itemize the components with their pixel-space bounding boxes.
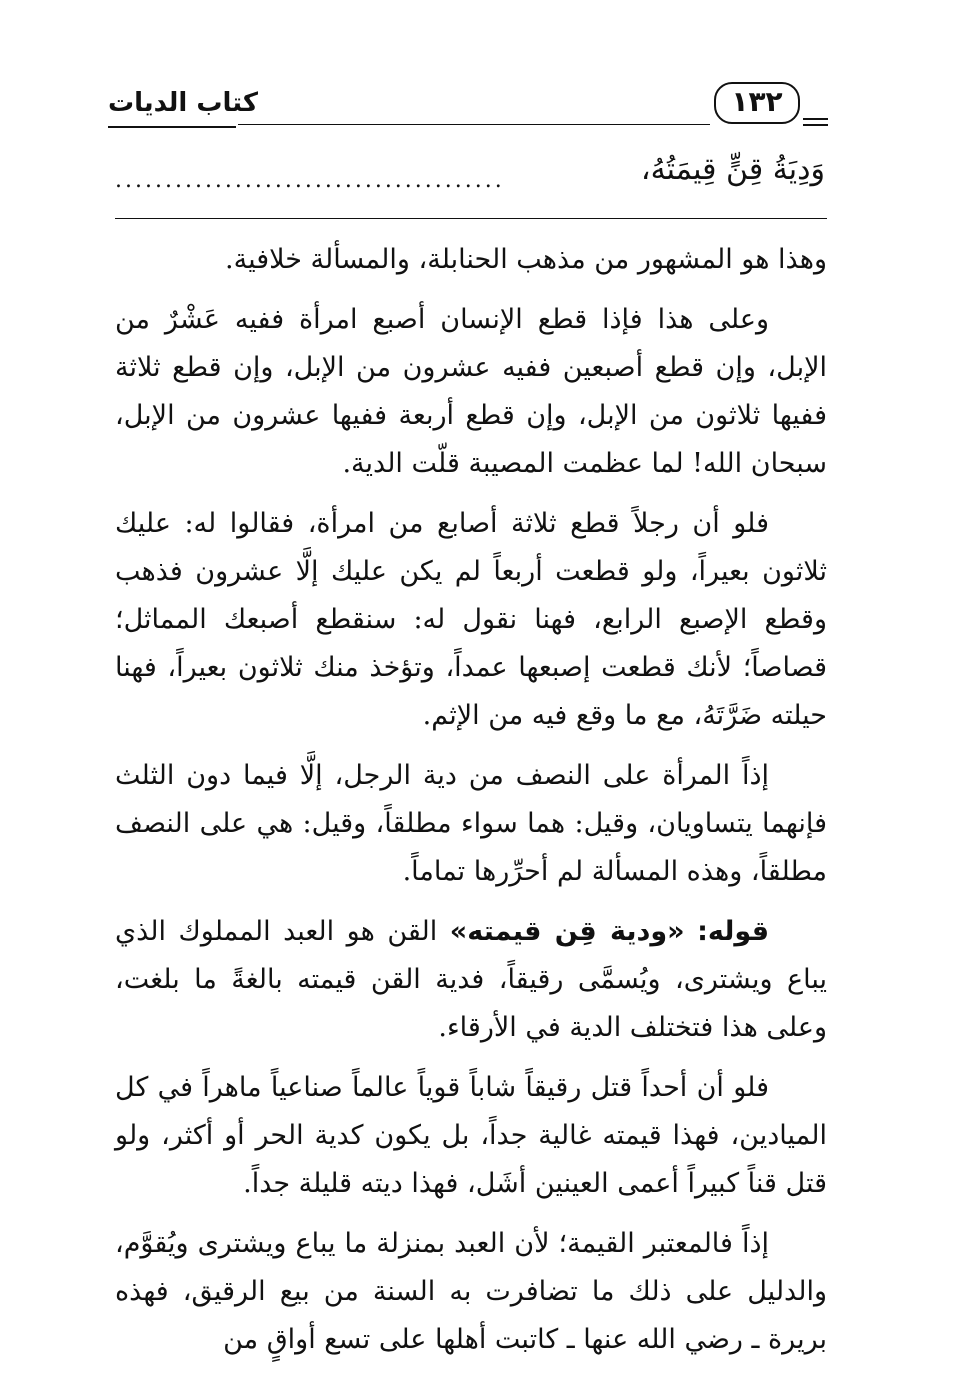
paragraph-text: وعلى هذا فإذا قطع الإنسان أصبع امرأة ففيه عَشْرٌ من الإبل، وإن قطع أصبعين ففيه عشرون من الإبل، وإن قطع ثلاثة ففيها ثلاثون من الإبل، وإن قطع أربعة ففيها عشرون من الإبل، سبحان الله! لما عظمت المصيبة قلّت الدية. bbox=[115, 304, 827, 479]
header-double-rule-bottom bbox=[803, 124, 828, 126]
paragraph bbox=[115, 908, 827, 1052]
matn-text: وَدِيَةُ قِنٍّ قِيمَتُهُ، bbox=[640, 152, 825, 187]
header-double-rule-top bbox=[803, 118, 828, 120]
header-rule bbox=[238, 124, 710, 125]
paragraph bbox=[115, 752, 827, 896]
matn-line bbox=[115, 152, 825, 200]
paragraph-text: إذاً فالمعتبر القيمة؛ لأن العبد بمنزلة ما يباع ويشترى ويُقوَّم، والدليل على ذلك ما تضافرت به السنة من بيع الرقيق، فهذه بريرة ـ رضي الله عنها ـ كاتبت أهلها على تسع أواقٍ من bbox=[115, 1228, 827, 1355]
paragraph-text: وهذا هو المشهور من مذهب الحنابلة، والمسألة خلافية. bbox=[225, 244, 827, 275]
paragraph bbox=[115, 500, 827, 740]
commentary-body bbox=[115, 236, 827, 1376]
paragraph-text: إذاً المرأة على النصف من دية الرجل، إلَّا فيما دون الثلث فإنهما يتساويان، وقيل: هما سواء مطلقاً، وقيل: هي على النصف مطلقاً، وهذه المسألة لم أحرِّرها تماماً. bbox=[115, 760, 827, 887]
quote-lead: قوله: bbox=[697, 916, 770, 947]
paragraph bbox=[115, 236, 827, 284]
paragraph-text: القن هو العبد المملوك الذي يباع ويشترى، ويُسمَّى رقيقاً، فدية القن قيمته بالغةً ما بلغت، وعلى هذا فتختلف الدية في الأرقاء. bbox=[115, 916, 827, 1043]
running-title-underline bbox=[108, 126, 236, 128]
matn-dots: ....................................... bbox=[115, 168, 505, 193]
paragraph-text: فلو أن أحداً قتل رقيقاً شاباً قوياً عالماً صناعياً ماهراً في كل الميادين، فهذا قيمته غالية جداً، بل يكون كدية الحر أو أكثر، ولو قتل قناً كبيراً أعمى العينين أشَل، فهذا ديته قليلة جداً. bbox=[115, 1072, 827, 1199]
page-header bbox=[108, 82, 828, 132]
running-title: كتاب الديات bbox=[108, 88, 259, 118]
paragraph-text: فلو أن رجلاً قطع ثلاثة أصابع من امرأة، فقالوا له: عليك ثلاثون بعيراً، ولو قطعت أربعاً لم يكن عليك إلَّا عشرون فذهب وقطع الإصبع الرابع، فهنا نقول له: سنقطع أصبعك المماثل؛ قصاصاً؛ لأنك قطعت إصبعها عمداً، وتؤخذ منك ثلاثون بعيراً، فهنا حيلته ضَرَّتَهُ، مع ما وقع فيه من الإثم. bbox=[115, 508, 827, 731]
paragraph bbox=[115, 1220, 827, 1364]
matn-divider bbox=[115, 218, 827, 219]
paragraph bbox=[115, 296, 827, 488]
page-number: ١٣٢ bbox=[714, 82, 800, 124]
quoted-matn: «ودية قِن قيمته» bbox=[449, 916, 685, 947]
paragraph bbox=[115, 1064, 827, 1208]
